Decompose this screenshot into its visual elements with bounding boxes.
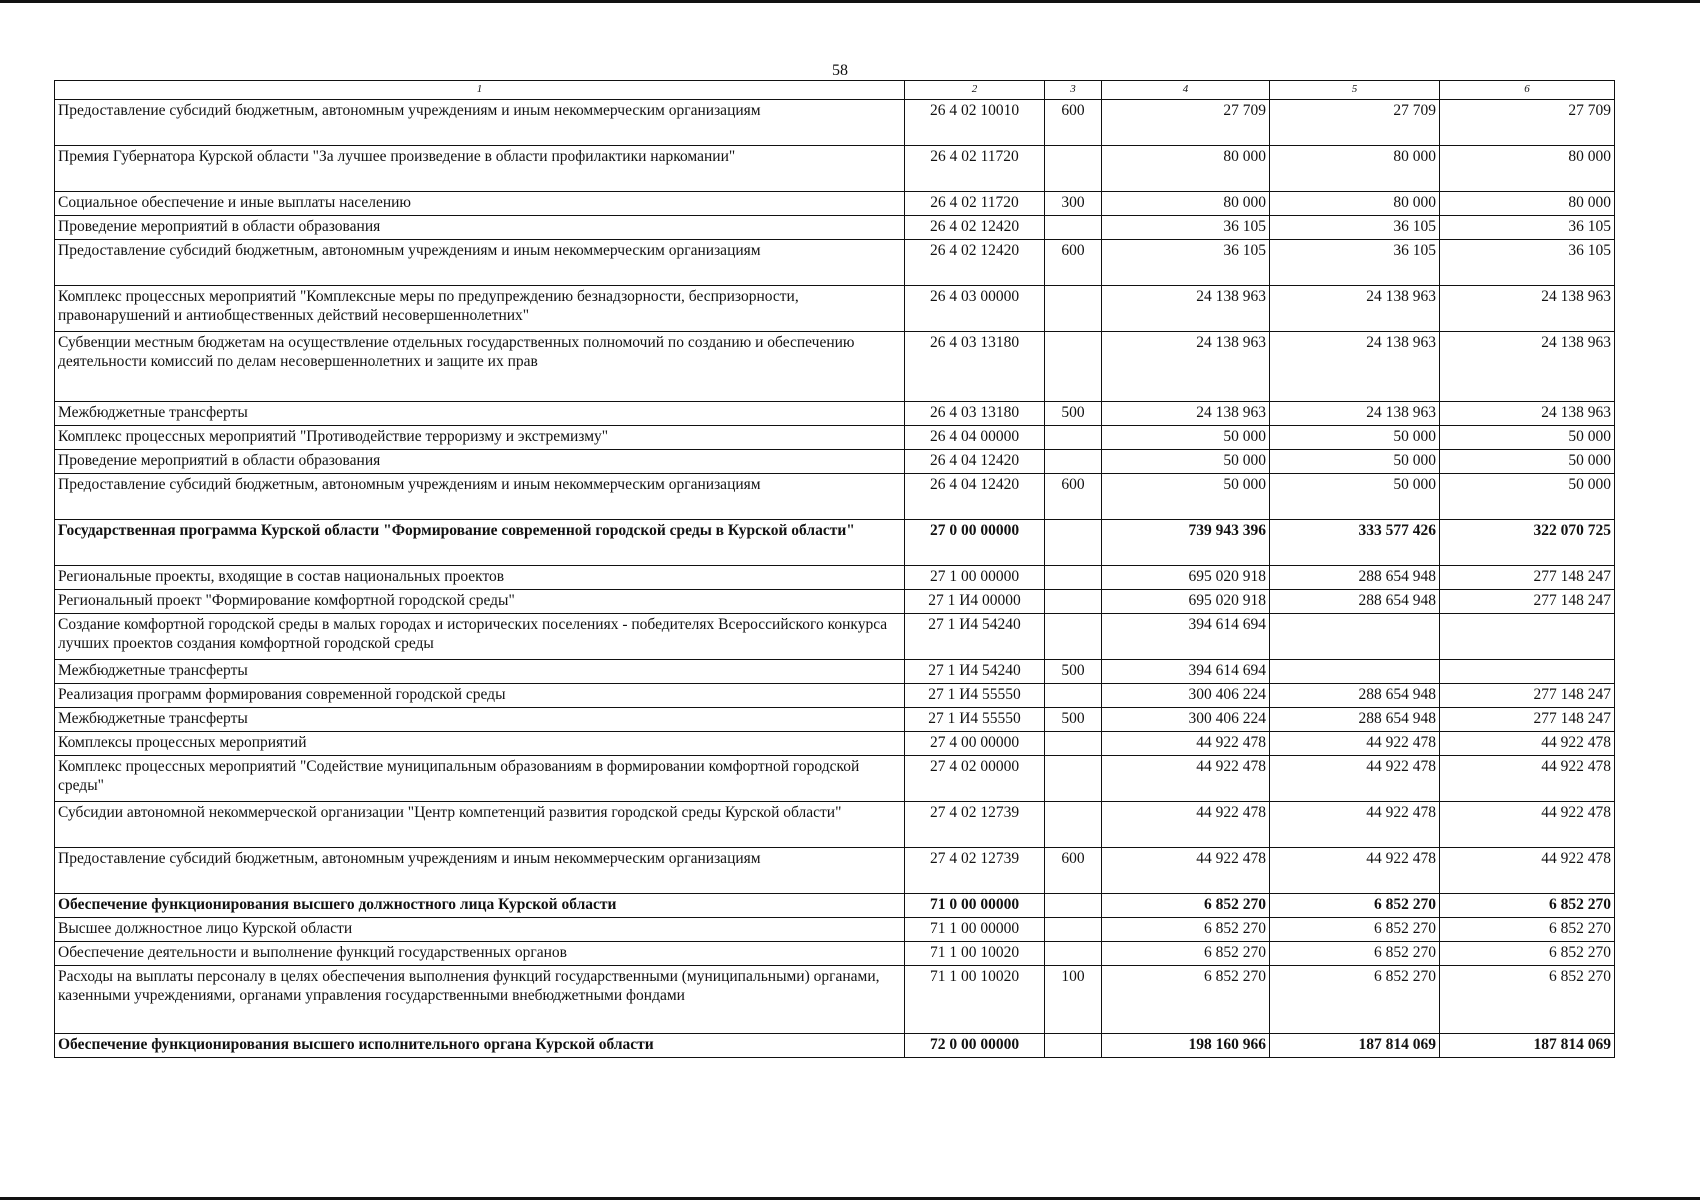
row-expense-type: 500 [1045, 660, 1102, 684]
row-value-3: 36 105 [1440, 216, 1615, 240]
row-value-1: 50 000 [1102, 474, 1270, 520]
row-value-2: 6 852 270 [1270, 894, 1440, 918]
row-value-2: 187 814 069 [1270, 1034, 1440, 1058]
row-expense-type [1045, 756, 1102, 802]
row-code: 26 4 02 11720 [905, 146, 1045, 192]
row-value-2: 24 138 963 [1270, 286, 1440, 332]
row-expense-type [1045, 918, 1102, 942]
row-value-3: 24 138 963 [1440, 332, 1615, 402]
row-expense-type: 500 [1045, 708, 1102, 732]
row-code: 26 4 04 12420 [905, 450, 1045, 474]
row-name: Региональные проекты, входящие в состав национальных проектов [55, 566, 905, 590]
row-value-2: 6 852 270 [1270, 918, 1440, 942]
column-header-value-2: 5 [1270, 81, 1440, 100]
row-value-3: 44 922 478 [1440, 802, 1615, 848]
table-row [55, 848, 1615, 894]
row-value-1: 44 922 478 [1102, 756, 1270, 802]
row-name: Субвенции местным бюджетам на осуществление отдельных государственных полномочий по созданию и обеспечению деятельности комиссий по делам несовершеннолетних и защите их прав [55, 332, 905, 402]
row-value-3: 6 852 270 [1440, 894, 1615, 918]
table-row [55, 216, 1615, 240]
row-value-3: 50 000 [1440, 474, 1615, 520]
table-row [55, 614, 1615, 660]
row-value-2: 44 922 478 [1270, 802, 1440, 848]
row-value-3: 80 000 [1440, 146, 1615, 192]
row-name: Комплекс процессных мероприятий "Противодействие терроризму и экстремизму" [55, 426, 905, 450]
row-value-1: 394 614 694 [1102, 614, 1270, 660]
row-value-1: 44 922 478 [1102, 732, 1270, 756]
row-name: Субсидии автономной некоммерческой организации "Центр компетенций развития городской среды Курской области" [55, 802, 905, 848]
row-value-3: 277 148 247 [1440, 708, 1615, 732]
row-expense-type [1045, 146, 1102, 192]
column-header-value-1: 4 [1102, 81, 1270, 100]
row-code: 27 4 02 12739 [905, 848, 1045, 894]
row-value-3: 44 922 478 [1440, 756, 1615, 802]
table-row [55, 660, 1615, 684]
column-header-type: 3 [1045, 81, 1102, 100]
row-name: Межбюджетные трансферты [55, 660, 905, 684]
row-value-2: 24 138 963 [1270, 402, 1440, 426]
table-row [55, 566, 1615, 590]
row-code: 26 4 03 13180 [905, 402, 1045, 426]
row-value-3: 187 814 069 [1440, 1034, 1615, 1058]
row-value-2: 333 577 426 [1270, 520, 1440, 566]
row-expense-type [1045, 520, 1102, 566]
row-name: Обеспечение функционирования высшего исполнительного органа Курской области [55, 1034, 905, 1058]
table-row [55, 708, 1615, 732]
table-row [55, 240, 1615, 286]
row-value-3: 27 709 [1440, 100, 1615, 146]
row-value-3: 277 148 247 [1440, 590, 1615, 614]
row-value-2: 36 105 [1270, 240, 1440, 286]
row-code: 71 0 00 00000 [905, 894, 1045, 918]
row-value-2: 24 138 963 [1270, 332, 1440, 402]
row-value-3: 50 000 [1440, 450, 1615, 474]
row-name: Комплекс процессных мероприятий "Комплексные меры по предупреждению безнадзорности, беспризорности, правонарушений и антиобщественных действий несовершеннолетних" [55, 286, 905, 332]
table-row [55, 942, 1615, 966]
row-expense-type: 600 [1045, 100, 1102, 146]
row-code: 71 1 00 10020 [905, 942, 1045, 966]
row-value-2 [1270, 660, 1440, 684]
row-code: 27 1 И4 00000 [905, 590, 1045, 614]
row-name: Государственная программа Курской области "Формирование современной городской среды в Курской области" [55, 520, 905, 566]
row-value-1: 198 160 966 [1102, 1034, 1270, 1058]
row-value-1: 300 406 224 [1102, 708, 1270, 732]
row-value-1: 300 406 224 [1102, 684, 1270, 708]
row-value-3: 6 852 270 [1440, 942, 1615, 966]
row-code: 26 4 03 13180 [905, 332, 1045, 402]
row-value-2: 80 000 [1270, 192, 1440, 216]
row-expense-type [1045, 286, 1102, 332]
table-row [55, 966, 1615, 1034]
row-code: 27 4 00 00000 [905, 732, 1045, 756]
table-row [55, 756, 1615, 802]
row-code: 26 4 04 12420 [905, 474, 1045, 520]
table-row [55, 192, 1615, 216]
row-expense-type: 600 [1045, 240, 1102, 286]
table-row [55, 918, 1615, 942]
row-name: Предоставление субсидий бюджетным, автономным учреждениям и иным некоммерческим организациям [55, 848, 905, 894]
table-row [55, 894, 1615, 918]
row-value-3: 80 000 [1440, 192, 1615, 216]
row-value-1: 6 852 270 [1102, 918, 1270, 942]
row-name: Расходы на выплаты персоналу в целях обеспечения выполнения функций государственными (муниципальными) органами, казенными учреждениями, органами управления государственными внебюджетными фондами [55, 966, 905, 1034]
row-code: 27 0 00 00000 [905, 520, 1045, 566]
row-value-3 [1440, 614, 1615, 660]
row-code: 26 4 02 11720 [905, 192, 1045, 216]
row-value-2: 288 654 948 [1270, 590, 1440, 614]
row-name: Комплекс процессных мероприятий "Содействие муниципальным образованиям в формировании комфортной городской среды" [55, 756, 905, 802]
row-value-3: 24 138 963 [1440, 286, 1615, 332]
row-code: 71 1 00 10020 [905, 966, 1045, 1034]
table-row [55, 732, 1615, 756]
row-value-1: 80 000 [1102, 146, 1270, 192]
row-value-1: 695 020 918 [1102, 566, 1270, 590]
column-header-name: 1 [55, 81, 905, 100]
row-code: 26 4 03 00000 [905, 286, 1045, 332]
row-expense-type [1045, 802, 1102, 848]
row-value-3: 44 922 478 [1440, 848, 1615, 894]
row-value-1: 36 105 [1102, 216, 1270, 240]
row-expense-type: 300 [1045, 192, 1102, 216]
row-value-1: 44 922 478 [1102, 802, 1270, 848]
row-value-3 [1440, 660, 1615, 684]
row-value-2: 44 922 478 [1270, 732, 1440, 756]
row-code: 72 0 00 00000 [905, 1034, 1045, 1058]
row-value-3: 277 148 247 [1440, 684, 1615, 708]
row-name: Реализация программ формирования современной городской среды [55, 684, 905, 708]
row-value-1: 739 943 396 [1102, 520, 1270, 566]
row-value-2: 44 922 478 [1270, 756, 1440, 802]
row-expense-type [1045, 732, 1102, 756]
row-code: 71 1 00 00000 [905, 918, 1045, 942]
row-expense-type [1045, 426, 1102, 450]
row-value-1: 44 922 478 [1102, 848, 1270, 894]
row-value-2: 44 922 478 [1270, 848, 1440, 894]
row-value-2: 80 000 [1270, 146, 1440, 192]
row-value-1: 50 000 [1102, 426, 1270, 450]
row-value-2: 288 654 948 [1270, 684, 1440, 708]
row-code: 26 4 02 12420 [905, 216, 1045, 240]
row-value-3: 36 105 [1440, 240, 1615, 286]
table-row [55, 402, 1615, 426]
row-value-3: 24 138 963 [1440, 402, 1615, 426]
row-expense-type [1045, 684, 1102, 708]
row-value-2: 27 709 [1270, 100, 1440, 146]
table-row [55, 590, 1615, 614]
table-row [55, 426, 1615, 450]
row-value-1: 36 105 [1102, 240, 1270, 286]
row-expense-type [1045, 1034, 1102, 1058]
row-code: 27 1 И4 55550 [905, 708, 1045, 732]
row-name: Предоставление субсидий бюджетным, автономным учреждениям и иным некоммерческим организациям [55, 474, 905, 520]
row-value-3: 50 000 [1440, 426, 1615, 450]
page-number: 58 [832, 62, 848, 79]
row-value-1: 6 852 270 [1102, 942, 1270, 966]
table-row [55, 520, 1615, 566]
row-value-3: 44 922 478 [1440, 732, 1615, 756]
row-expense-type: 600 [1045, 848, 1102, 894]
row-name: Комплексы процессных мероприятий [55, 732, 905, 756]
row-name: Создание комфортной городской среды в малых городах и исторических поселениях - победителях Всероссийского конкурса лучших проектов создания комфортной городской среды [55, 614, 905, 660]
table-row [55, 286, 1615, 332]
row-expense-type [1045, 566, 1102, 590]
row-name: Обеспечение функционирования высшего должностного лица Курской области [55, 894, 905, 918]
row-expense-type [1045, 590, 1102, 614]
row-value-2: 50 000 [1270, 426, 1440, 450]
row-expense-type [1045, 450, 1102, 474]
row-value-1: 50 000 [1102, 450, 1270, 474]
row-name: Региональный проект "Формирование комфортной городской среды" [55, 590, 905, 614]
row-code: 27 1 И4 54240 [905, 614, 1045, 660]
row-value-1: 6 852 270 [1102, 966, 1270, 1034]
row-expense-type [1045, 894, 1102, 918]
budget-table [54, 80, 1615, 1058]
row-value-2: 36 105 [1270, 216, 1440, 240]
row-value-2 [1270, 614, 1440, 660]
table-row [55, 450, 1615, 474]
column-header-value-3: 6 [1440, 81, 1615, 100]
table-row [55, 802, 1615, 848]
row-value-1: 24 138 963 [1102, 286, 1270, 332]
row-name: Межбюджетные трансферты [55, 402, 905, 426]
table-row [55, 100, 1615, 146]
table-row [55, 1034, 1615, 1058]
row-code: 27 4 02 12739 [905, 802, 1045, 848]
row-name: Высшее должностное лицо Курской области [55, 918, 905, 942]
row-value-3: 6 852 270 [1440, 966, 1615, 1034]
row-name: Предоставление субсидий бюджетным, автономным учреждениям и иным некоммерческим организациям [55, 100, 905, 146]
row-value-1: 24 138 963 [1102, 332, 1270, 402]
row-value-1: 695 020 918 [1102, 590, 1270, 614]
row-value-3: 6 852 270 [1440, 918, 1615, 942]
row-code: 26 4 02 10010 [905, 100, 1045, 146]
row-name: Социальное обеспечение и иные выплаты населению [55, 192, 905, 216]
row-expense-type [1045, 332, 1102, 402]
row-value-2: 50 000 [1270, 474, 1440, 520]
row-value-1: 6 852 270 [1102, 894, 1270, 918]
row-value-2: 6 852 270 [1270, 966, 1440, 1034]
table-row [55, 146, 1615, 192]
row-expense-type [1045, 942, 1102, 966]
row-value-1: 394 614 694 [1102, 660, 1270, 684]
row-value-2: 288 654 948 [1270, 566, 1440, 590]
row-value-1: 80 000 [1102, 192, 1270, 216]
row-code: 27 4 02 00000 [905, 756, 1045, 802]
row-expense-type [1045, 614, 1102, 660]
row-code: 26 4 04 00000 [905, 426, 1045, 450]
row-expense-type: 500 [1045, 402, 1102, 426]
row-expense-type [1045, 216, 1102, 240]
row-code: 27 1 И4 55550 [905, 684, 1045, 708]
table-row [55, 332, 1615, 402]
table-body [55, 100, 1615, 1058]
row-expense-type: 100 [1045, 966, 1102, 1034]
row-value-2: 288 654 948 [1270, 708, 1440, 732]
row-value-3: 277 148 247 [1440, 566, 1615, 590]
row-name: Обеспечение деятельности и выполнение функций государственных органов [55, 942, 905, 966]
table-row [55, 474, 1615, 520]
row-value-1: 27 709 [1102, 100, 1270, 146]
row-name: Проведение мероприятий в области образования [55, 450, 905, 474]
column-header-code: 2 [905, 81, 1045, 100]
row-value-2: 6 852 270 [1270, 942, 1440, 966]
row-code: 26 4 02 12420 [905, 240, 1045, 286]
row-expense-type: 600 [1045, 474, 1102, 520]
row-name: Предоставление субсидий бюджетным, автономным учреждениям и иным некоммерческим организациям [55, 240, 905, 286]
row-value-2: 50 000 [1270, 450, 1440, 474]
row-value-1: 24 138 963 [1102, 402, 1270, 426]
header-row [55, 81, 1615, 100]
row-name: Премия Губернатора Курской области "За лучшее произведение в области профилактики наркомании" [55, 146, 905, 192]
row-name: Проведение мероприятий в области образования [55, 216, 905, 240]
table-row [55, 684, 1615, 708]
row-code: 27 1 И4 54240 [905, 660, 1045, 684]
row-code: 27 1 00 00000 [905, 566, 1045, 590]
row-value-3: 322 070 725 [1440, 520, 1615, 566]
row-name: Межбюджетные трансферты [55, 708, 905, 732]
